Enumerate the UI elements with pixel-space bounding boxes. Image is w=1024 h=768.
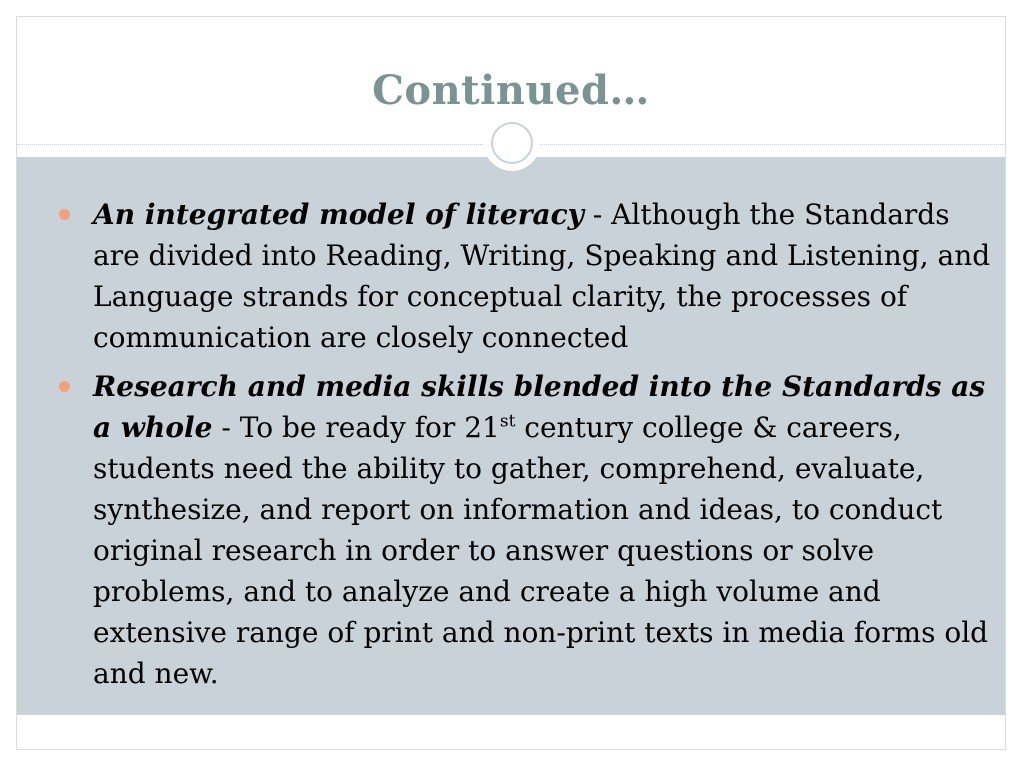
bullet-separator: - bbox=[212, 411, 240, 444]
bullet-superscript: st bbox=[499, 411, 516, 432]
bullet-dot-icon bbox=[59, 381, 70, 392]
bullet-text: Although the Standards are divided into Reading, Writing, Speaking and Listening, and Language strands for conceptual clarity, the processes of communication are closely connected bbox=[93, 198, 991, 354]
bullet-separator: - bbox=[583, 198, 612, 231]
bullet-dot-icon bbox=[59, 209, 70, 220]
slide-title: Continued… bbox=[372, 67, 650, 114]
bullet-lead: An integrated model of literacy bbox=[93, 198, 584, 231]
bullet-lead: Research and media skills blended into the Standards as a whole bbox=[93, 370, 986, 444]
bullet-list bbox=[59, 194, 999, 702]
bullet-item bbox=[59, 194, 999, 358]
bullet-text-before: To be ready for 21 bbox=[239, 411, 500, 444]
circle-ring bbox=[491, 122, 533, 164]
slide bbox=[16, 16, 1006, 750]
circle-ornament-icon bbox=[484, 115, 540, 171]
bullet-item bbox=[59, 366, 999, 694]
bullet-text-after: century college & careers, students need the ability to gather, comprehend, evaluate, synthesize, and report on information and ideas, to conduct original research in order to answer questions or solve problems, and to analyze and create a high volume and extensive range of print and non-print texts in media forms old and new. bbox=[93, 411, 989, 690]
content-panel bbox=[17, 157, 1005, 715]
